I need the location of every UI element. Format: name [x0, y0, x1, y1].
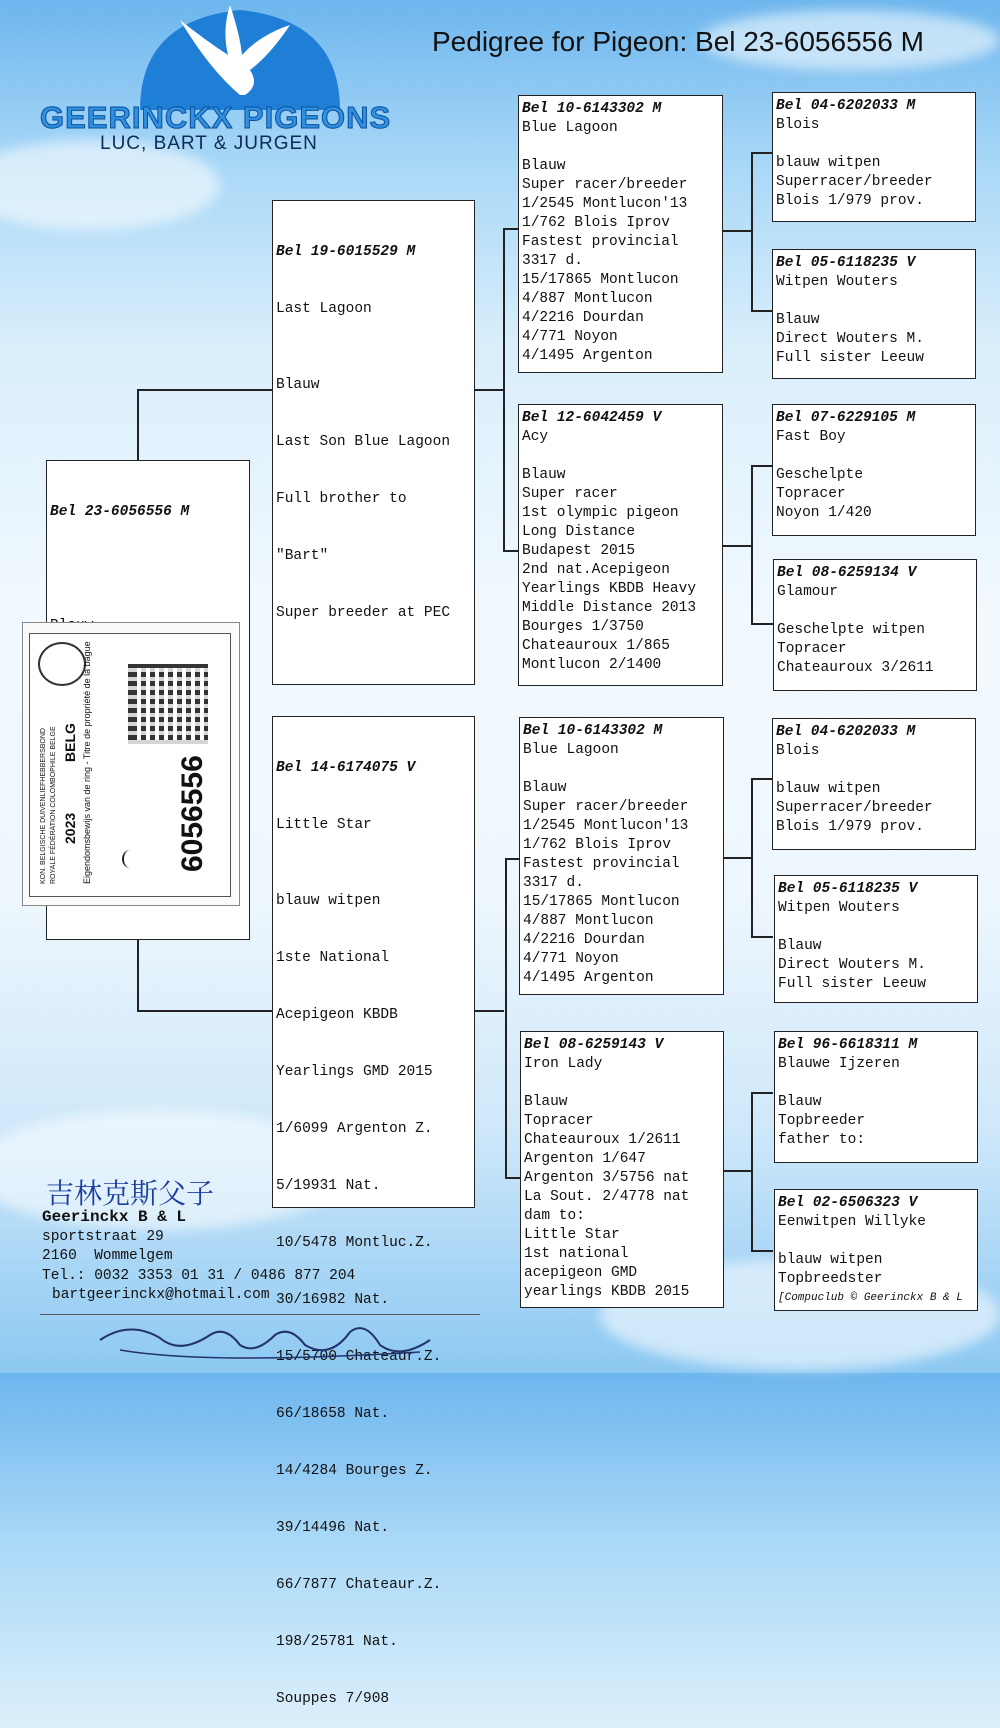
grandparent-ring: Bel 10-6143302 M [523, 723, 663, 739]
sire-line: "Bart" [276, 548, 329, 564]
grandparent-line: 4/887 Montlucon [523, 913, 654, 929]
grandparent-line: Budapest 2015 [522, 543, 636, 559]
moon-icon [122, 850, 138, 868]
grandparent-line: Bourges 1/3750 [522, 619, 644, 635]
great-grandparent-line: Full sister Leeuw [776, 350, 924, 366]
grandparent-name: Acy [522, 429, 549, 445]
sire-ring: Bel 19-6015529 M [276, 244, 416, 260]
ring-number: 6056556 [176, 755, 209, 872]
grandparent-line: Montlucon 2/1400 [522, 657, 662, 673]
grandparent-line: Super racer/breeder [522, 177, 688, 193]
great-grandparent-ring: Bel 05-6118235 V [776, 255, 916, 271]
grandparent-line: Super racer/breeder [523, 799, 689, 815]
grandparent-box [519, 717, 724, 995]
federation-logo [38, 642, 86, 686]
ring-country: BELG [62, 723, 78, 762]
great-grandparent-line: Direct Wouters M. [776, 331, 924, 347]
contact-city: 2160 Wommelgem [42, 1248, 173, 1264]
grandparent-line: 1st olympic pigeon [522, 505, 679, 521]
great-grandparent-line: blauw witpen [776, 781, 881, 797]
great-grandparent-ring: Bel 07-6229105 M [776, 410, 916, 426]
dam-line: 1ste National [276, 950, 390, 966]
great-grandparent-line: Noyon 1/420 [776, 505, 872, 521]
great-grandparent-name: Witpen Wouters [776, 274, 898, 290]
grandparent-line: 4/1495 Argenton [523, 970, 654, 986]
grandparent-line: Blauw [522, 467, 566, 483]
dam-line: 14/4284 Bourges Z. [276, 1463, 433, 1479]
grandparent-line: 4/2216 Dourdan [522, 310, 644, 326]
grandparent-line: 2nd nat.Acepigeon [522, 562, 670, 578]
great-grandparent-line: Geschelpte [776, 467, 864, 483]
dam-line: 1/6099 Argenton Z. [276, 1121, 433, 1137]
grandparent-line: Argenton 1/647 [524, 1151, 646, 1167]
grandparent-line: Fastest provincial [523, 856, 680, 872]
ring-year: 2023 [62, 812, 78, 844]
grandparent-line: Little Star [524, 1227, 620, 1243]
page-title: Pedigree for Pigeon: Bel 23-6056556 M [432, 26, 924, 57]
grandparent-line: Chateauroux 1/2611 [524, 1132, 681, 1148]
grandparent-line: 3317 d. [522, 253, 583, 269]
great-grandparent-line: Blauw [776, 312, 820, 328]
dam-line: 198/25781 Nat. [276, 1634, 398, 1650]
grandparent-line: 1/762 Blois Iprov [523, 837, 671, 853]
great-grandparent-ring: Bel 02-6506323 V [778, 1195, 918, 1211]
grandparent-line: 4/1495 Argenton [522, 348, 653, 364]
dam-line: 30/16982 Nat. [276, 1292, 390, 1308]
grandparent-line: Blauw [524, 1094, 568, 1110]
great-grandparent-line: Blois 1/979 prov. [776, 193, 924, 209]
great-grandparent-line: Blois 1/979 prov. [776, 819, 924, 835]
grandparent-line: 1/2545 Montlucon'13 [522, 196, 688, 212]
great-grandparent-line: Topracer [777, 641, 847, 657]
great-grandparent-box [774, 875, 978, 1003]
great-grandparent-line: Direct Wouters M. [778, 957, 926, 973]
great-grandparent-name: Blois [776, 743, 820, 759]
great-grandparent-ring: Bel 05-6118235 V [778, 881, 918, 897]
grandparent-ring: Bel 12-6042459 V [522, 410, 662, 426]
dam-box [272, 716, 475, 1707]
grandparent-line: dam to: [524, 1208, 585, 1224]
contact-name: Geerinckx B & L [42, 1208, 187, 1226]
great-grandparent-name: Eenwitpen Willyke [778, 1214, 926, 1230]
great-grandparent-name: Witpen Wouters [778, 900, 900, 916]
grandparent-line: 15/17865 Montlucon [522, 272, 679, 288]
dam-line: 5/19931 Nat. [276, 1178, 381, 1194]
grandparent-line: 1/2545 Montlucon'13 [523, 818, 689, 834]
signature [90, 1310, 450, 1375]
great-grandparent-ring: Bel 04-6202033 M [776, 724, 916, 740]
sire-line: Super breeder at PEC [276, 605, 451, 621]
grandparent-line: 1/762 Blois Iprov [522, 215, 670, 231]
grandparent-name: Iron Lady [524, 1056, 603, 1072]
brand-name: GEERINCKX PIGEONS [40, 100, 392, 135]
dam-line: Souppes 7/908 [276, 1691, 390, 1707]
brand-subtitle: LUC, BART & JURGEN [100, 133, 318, 154]
contact-block [42, 1208, 355, 1306]
signature-line [40, 1314, 480, 1315]
dam-line: 66/7877 Chateaur.Z. [276, 1577, 442, 1593]
ring-proof-line: Eigendomsbewijs van de ring - Titre de propriété de la bague [82, 641, 92, 884]
grandparent-line: 4/771 Noyon [522, 329, 618, 345]
great-grandparent-box [772, 718, 976, 850]
great-grandparent-line: Topracer [776, 486, 846, 502]
grandparent-line: 4/2216 Dourdan [523, 932, 645, 948]
grandparent-line: Blauw [522, 158, 566, 174]
great-grandparent-line: blauw witpen [776, 155, 881, 171]
dam-line: Yearlings GMD 2015 [276, 1064, 433, 1080]
subject-ring: Bel 23-6056556 M [50, 504, 190, 520]
grandparent-line: La Sout. 2/4778 nat [524, 1189, 690, 1205]
great-grandparent-line: Superracer/breeder [776, 800, 933, 816]
great-grandparent-box [773, 559, 977, 691]
great-grandparent-name: Glamour [777, 584, 838, 600]
grandparent-line: Fastest provincial [522, 234, 679, 250]
great-grandparent-line: Superracer/breeder [776, 174, 933, 190]
great-grandparent-name: Blois [776, 117, 820, 133]
grandparent-line: 1st national [524, 1246, 629, 1262]
great-grandparent-name: Fast Boy [776, 429, 846, 445]
dam-name: Little Star [276, 817, 372, 833]
grandparent-line: Yearlings KBDB Heavy [522, 581, 697, 597]
grandparent-line: 4/771 Noyon [523, 951, 619, 967]
grandparent-line: Middle Distance 2013 [522, 600, 697, 616]
sire-line: Last Son Blue Lagoon [276, 434, 451, 450]
grandparent-name: Blue Lagoon [523, 742, 619, 758]
great-grandparent-ring: Bel 08-6259134 V [777, 565, 917, 581]
great-grandparent-line: Topbreeder [778, 1113, 866, 1129]
great-grandparent-box [772, 404, 976, 536]
great-grandparent-line: blauw witpen [778, 1252, 883, 1268]
contact-street: sportstraat 29 [42, 1228, 164, 1245]
grandparent-name: Blue Lagoon [522, 120, 618, 136]
sire-name: Last Lagoon [276, 301, 372, 317]
grandparent-box [518, 95, 723, 373]
great-grandparent-line: [Compuclub © Geerinckx B & L [778, 1292, 963, 1304]
grandparent-box [520, 1031, 724, 1308]
sire-line: Blauw [276, 377, 320, 393]
great-grandparent-box [772, 249, 976, 379]
dam-line: Acepigeon KBDB [276, 1007, 398, 1023]
dam-line: 10/5478 Montluc.Z. [276, 1235, 433, 1251]
great-grandparent-line: Topbreedster [778, 1271, 883, 1287]
great-grandparent-box [774, 1031, 978, 1163]
grandparent-line: Topracer [524, 1113, 594, 1129]
dam-ring: Bel 14-6174075 V [276, 760, 416, 776]
great-grandparent-ring: Bel 04-6202033 M [776, 98, 916, 114]
great-grandparent-line: Geschelpte witpen [777, 622, 925, 638]
great-grandparent-ring: Bel 96-6618311 M [778, 1037, 918, 1053]
grandparent-line: Argenton 3/5756 nat [524, 1170, 690, 1186]
dam-line: blauw witpen [276, 893, 381, 909]
grandparent-box [518, 404, 723, 686]
chinese-name: 吉林克斯父子 [46, 1177, 215, 1210]
brand-logo [110, 0, 410, 110]
grandparent-line: 15/17865 Montlucon [523, 894, 680, 910]
contact-email[interactable]: bartgeerinckx@hotmail.com [52, 1287, 270, 1303]
grandparent-ring: Bel 10-6143302 M [522, 101, 662, 117]
great-grandparent-box [772, 92, 976, 222]
grandparent-line: Blauw [523, 780, 567, 796]
dam-line: 15/5700 Chateaur.Z. [276, 1349, 442, 1365]
dam-line: 39/14496 Nat. [276, 1520, 390, 1536]
great-grandparent-line: Full sister Leeuw [778, 976, 926, 992]
grandparent-line: acepigeon GMD [524, 1265, 638, 1281]
grandparent-line: 3317 d. [523, 875, 584, 891]
sire-box [272, 200, 475, 685]
sire-line: Full brother to [276, 491, 407, 507]
qr-code-overlay [128, 664, 208, 744]
great-grandparent-box [774, 1189, 978, 1311]
grandparent-line: 4/887 Montlucon [522, 291, 653, 307]
grandparent-line: Chateauroux 1/865 [522, 638, 670, 654]
great-grandparent-line: Blauw [778, 938, 822, 954]
ring-org-line1: KON. BELGISCHE DUIVENLIEFHEBBERSBOND [40, 728, 47, 884]
contact-phone: Tel.: 0032 3353 01 31 / 0486 877 204 [42, 1267, 356, 1284]
grandparent-line: Super racer [522, 486, 618, 502]
great-grandparent-name: Blauwe Ijzeren [778, 1056, 900, 1072]
dam-line: 66/18658 Nat. [276, 1406, 390, 1422]
grandparent-line: yearlings KBDB 2015 [524, 1284, 690, 1300]
great-grandparent-line: Chateauroux 3/2611 [777, 660, 934, 676]
great-grandparent-line: father to: [778, 1132, 866, 1148]
ring-org-line2: ROYALE FÉDÉRATION COLOMBOPHILE BELGE [50, 726, 57, 884]
great-grandparent-line: Blauw [778, 1094, 822, 1110]
grandparent-ring: Bel 08-6259143 V [524, 1037, 664, 1053]
grandparent-line: Long Distance [522, 524, 636, 540]
